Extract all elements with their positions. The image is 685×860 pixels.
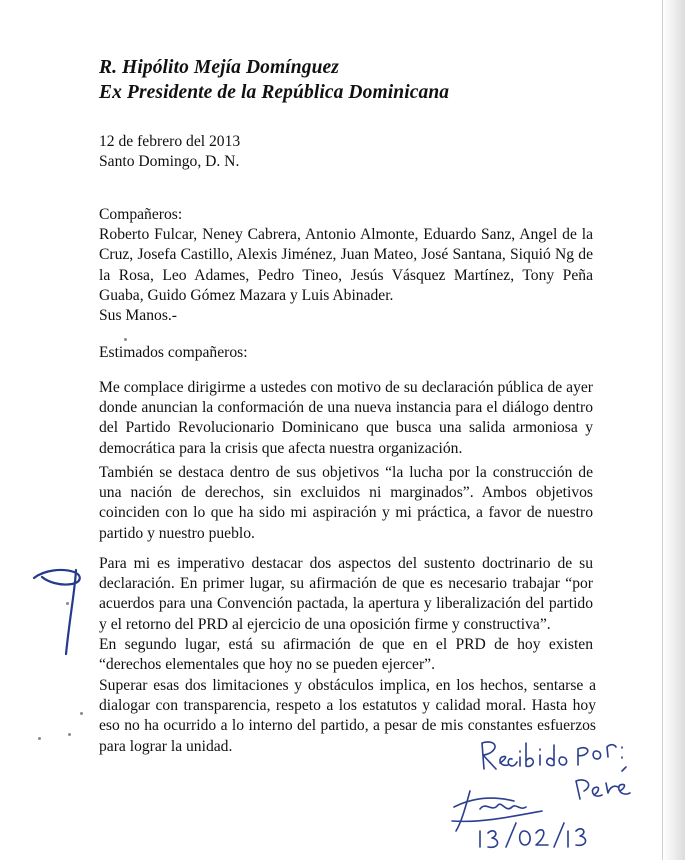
sender-name: R. Hipólito Mejía Domínguez: [99, 57, 339, 78]
page-edge-shadow: [663, 0, 685, 860]
handwritten-margin-mark: [20, 560, 90, 660]
letter-date: 12 de febrero del 2013: [99, 133, 241, 150]
greeting: Estimados compañeros:: [99, 344, 248, 361]
letter-place: Santo Domingo, D. N.: [99, 153, 240, 171]
body-paragraph-3: Para mi es imperativo destacar dos aspectos del sustento doctrinario de su declaración. En primer lugar, su afirmación de que es necesario trabajar “por acuerdos para una Convención pactada, la apertura y liberalización del partido y el retorno del PRD al ejercicio de una oposición firme y constructiva”.: [99, 555, 593, 633]
received-signature: [450, 735, 640, 850]
recipients-closing: Sus Manos.-: [99, 307, 177, 325]
scan-speck: [124, 338, 127, 341]
letterhead: [99, 55, 449, 105]
recipients-names: Roberto Fulcar, Neney Cabrera, Antonio Almonte, Eduardo Sanz, Angel de la Cruz, Josefa Castillo, Alexis Jiménez, Juan Mateo, José Santana, Siquió Ng de la Rosa, Leo Adames, Pedro Tineo, Jesús Vásquez Martínez, Tony Peña Guaba, Guido Gómez Mazara y Luis Abinader.: [99, 226, 593, 304]
recipients-block: [99, 205, 593, 326]
scan-speck: [66, 602, 69, 605]
body-paragraph-3-group: [99, 554, 593, 675]
body-paragraph-2: También se destaca dentro de sus objetivos “la lucha por la construcción de una nación de derechos, sin excluidos ni marginados”. Ambos objetivos coinciden con lo que ha sido mi aspiración y mi práctica, a favor de nuestro partido y nuestro pueblo.: [99, 464, 593, 542]
sender-title: Ex Presidente de la República Dominicana: [99, 82, 450, 103]
signature-drawing: [450, 735, 640, 850]
recipients-salutation: Compañeros:: [99, 206, 183, 223]
scan-speck: [38, 737, 41, 740]
body-paragraph-1: Me complace dirigirme a ustedes con motivo de su declaración pública de ayer donde anuncian la conformación de una nueva instancia para el diálogo dentro del Partido Revolucionario Dominicano que busca una salida armoniosa y democrática para la crisis que afecta nuestra organización.: [99, 379, 593, 457]
body-paragraph-4: En segundo lugar, está su afirmación de que en el PRD de hoy existen “derechos elementales que hoy no se pueden ejercer”.: [99, 635, 593, 674]
scan-speck: [80, 712, 83, 715]
body-paragraph-5: Superar esas dos limitaciones y obstáculos implica, en los hechos, sentarse a dialogar con transparencia, respeto a los estatutos y calidad moral. Hasta hoy eso no ha ocurrido a lo interno del partido, a pesar de mis constantes esfuerzos para lograr la unidad.: [99, 677, 596, 755]
date-place: [99, 132, 593, 172]
scan-speck: [68, 733, 71, 736]
